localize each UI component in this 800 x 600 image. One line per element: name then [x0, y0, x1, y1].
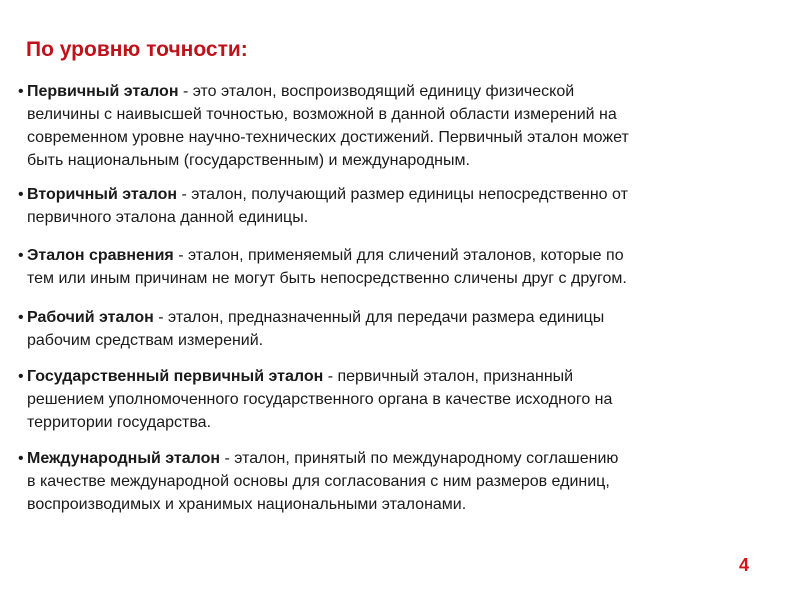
definition-text: - это эталон, воспроизводящий единицу физической: [178, 83, 575, 100]
list-item-line: [18, 183, 628, 206]
list-item-line: рабочим средствам измерений.: [27, 332, 264, 349]
bullet-icon: •: [18, 368, 24, 385]
definition-text: - первичный эталон, признанный: [323, 368, 574, 385]
bullet-icon: •: [18, 247, 24, 264]
list-item-line: решением уполномоченного государственного органа в качестве исходного на: [27, 391, 613, 408]
term: Вторичный эталон: [27, 186, 177, 203]
list-item-line: [18, 365, 612, 388]
term: Государственный первичный эталон: [27, 368, 324, 385]
list-item-line: территории государства.: [27, 414, 212, 431]
list-item: [18, 447, 618, 516]
list-item-line: величины с наивысшей точностью, возможной в данной области измерений на: [27, 106, 617, 123]
list-item-line: быть национальным (государственным) и международным.: [27, 152, 470, 169]
list-item: [18, 183, 628, 229]
definition-text: - эталон, принятый по международному соглашению: [220, 450, 619, 467]
list-item-line: современном уровне научно-технических достижений. Первичный эталон может: [27, 129, 629, 146]
list-item: [18, 80, 629, 172]
term: Международный эталон: [27, 450, 221, 467]
definition-text: - эталон, предназначенный для передачи размера единицы: [153, 309, 605, 326]
list-item-line: [18, 244, 627, 267]
bullet-icon: •: [18, 450, 24, 467]
list-item: [18, 244, 627, 290]
list-item-line: воспроизводимых и хранимых национальными эталонами.: [27, 496, 467, 513]
definition-text: - эталон, применяемый для сличений эталонов, которые по: [173, 247, 624, 264]
term: Эталон сравнения: [27, 247, 174, 264]
list-item-line: в качестве международной основы для согласования с ним размеров единиц,: [27, 473, 610, 490]
list-item: [18, 365, 612, 434]
slide-title: По уровню точности:: [26, 38, 248, 61]
list-item-line: [18, 306, 604, 329]
page-number: 4: [739, 555, 750, 575]
term: Рабочий эталон: [27, 309, 154, 326]
term: Первичный эталон: [27, 83, 179, 100]
bullet-icon: •: [18, 186, 24, 203]
definition-text: - эталон, получающий размер единицы непосредственно от: [177, 186, 628, 203]
list-item-line: тем или иным причинам не могут быть непосредственно сличены друг с другом.: [27, 270, 627, 287]
list-item-line: [18, 447, 618, 470]
bullet-icon: •: [18, 309, 24, 326]
bullet-icon: •: [18, 83, 24, 100]
list-item-line: первичного эталона данной единицы.: [27, 209, 309, 226]
list-item-line: [18, 80, 629, 103]
list-item: [18, 306, 604, 352]
